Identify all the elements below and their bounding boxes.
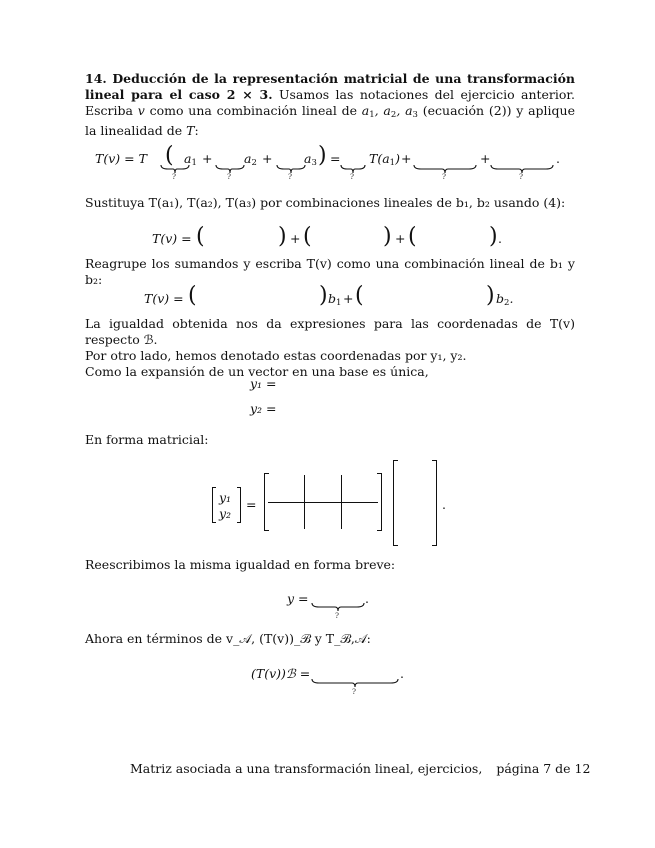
qmark-4: ? [350, 172, 355, 181]
intro-a: Usamos las notaciones del ejercicio anterior. Escriba [85, 87, 576, 118]
final-lhs: (T(v))ℬ = [251, 666, 311, 681]
vector-left-bracket [393, 460, 394, 546]
y1-eq: y₁ = [250, 376, 277, 391]
eq3-lhs: T(v) = [144, 291, 184, 306]
brief-lhs: y = [287, 591, 309, 606]
footer-page: página 7 de 12 [496, 761, 591, 776]
var-v: v [137, 103, 145, 118]
coords-paragraph [85, 316, 575, 380]
var-T: T [186, 123, 195, 138]
vector-right-bracket [436, 460, 437, 546]
eq1-period: . [556, 151, 560, 166]
mat-y2: y₂ [219, 506, 232, 521]
eq2-plus-1: + [290, 231, 301, 246]
regroup-text: Reagrupe los sumandos y escriba T(v) como una combinación lineal de b₁ y b₂: [85, 256, 575, 287]
qmark-3: ? [288, 172, 293, 181]
problem-heading: 14. Deducción de la representación matricial de una transformación lineal para el caso 2 × 3. [85, 71, 575, 102]
coords-line-3: Como la expansión de un vector en una base es única, [85, 364, 429, 379]
footer [130, 761, 590, 776]
qmark-final: ? [352, 687, 357, 696]
terms-text: Ahora en términos de v_𝒜, (T(v))_ℬ y T_ℬ,𝒜: [85, 631, 371, 646]
eq1-equals: = [330, 151, 341, 166]
qmark-6: ? [519, 172, 524, 181]
qmark-brief: ? [335, 611, 340, 620]
mat-equals: = [246, 497, 257, 512]
intro-line2-a: combinación lineal de [216, 103, 362, 118]
y2-eq: y₂ = [250, 401, 277, 416]
intro-line2-b: (ecuación (2)) y aplique la linealidad de [85, 103, 576, 138]
coords-line-2: Por otro lado, hemos denotado estas coordenadas por y₁, y₂. [85, 348, 467, 363]
coords-line-1: La igualdad obtenida nos da expresiones para las coordenadas de T(v) respecto ℬ. [85, 316, 575, 347]
problem-statement: 14. Deducción de la representación matricial de una transformación lineal para el caso 2 × 3. Usamos las notaciones del ejercicio anterior. Escriba v como una combinación lineal de $a_1$, $a_2$, $a_3$ (ecuación (2)) y aplique la linealidad de T: [85, 71, 576, 138]
eq1-plus-2: + [262, 151, 273, 166]
eq2-lhs: T(v) = [152, 231, 192, 246]
intro-b: como una [144, 103, 212, 118]
matrix-text: En forma matricial: [85, 432, 209, 447]
eq1-plus-4: + [480, 151, 491, 166]
colon: : [194, 123, 199, 138]
matrix-right-bracket [381, 473, 382, 531]
qmark-2: ? [227, 172, 232, 181]
eq1-a2: $a_2$ [244, 151, 257, 168]
eq2-plus-2: + [395, 231, 406, 246]
brief-text: Reescribimos la misma igualdad en forma breve: [85, 557, 396, 572]
matrix-left-bracket [264, 473, 265, 531]
substitute-text: Sustituya T(a₁), T(a₂), T(a₃) por combinaciones lineales de b₁, b₂ usando (4): [85, 195, 566, 210]
eq1-Ta1: $T(a_1)$ [369, 151, 400, 168]
footer-title: Matriz asociada a una transformación lineal, ejercicios, [130, 761, 483, 776]
eq1-plus-3: + [401, 151, 412, 166]
eq3-plus: + [343, 291, 354, 306]
eq1-plus-1: + [202, 151, 213, 166]
eq3-b1: $b_1$ [328, 291, 342, 308]
eq1-a1: $a_1$ [184, 151, 197, 168]
qmark-5: ? [442, 172, 447, 181]
mat-y1: y₁ [219, 490, 232, 505]
eq1-a3: $a_3$ [304, 151, 317, 168]
eq3-b2: $b_2$. [496, 291, 514, 308]
eq1-lhs: T(v) = T [95, 151, 147, 166]
qmark-1: ? [172, 172, 177, 181]
